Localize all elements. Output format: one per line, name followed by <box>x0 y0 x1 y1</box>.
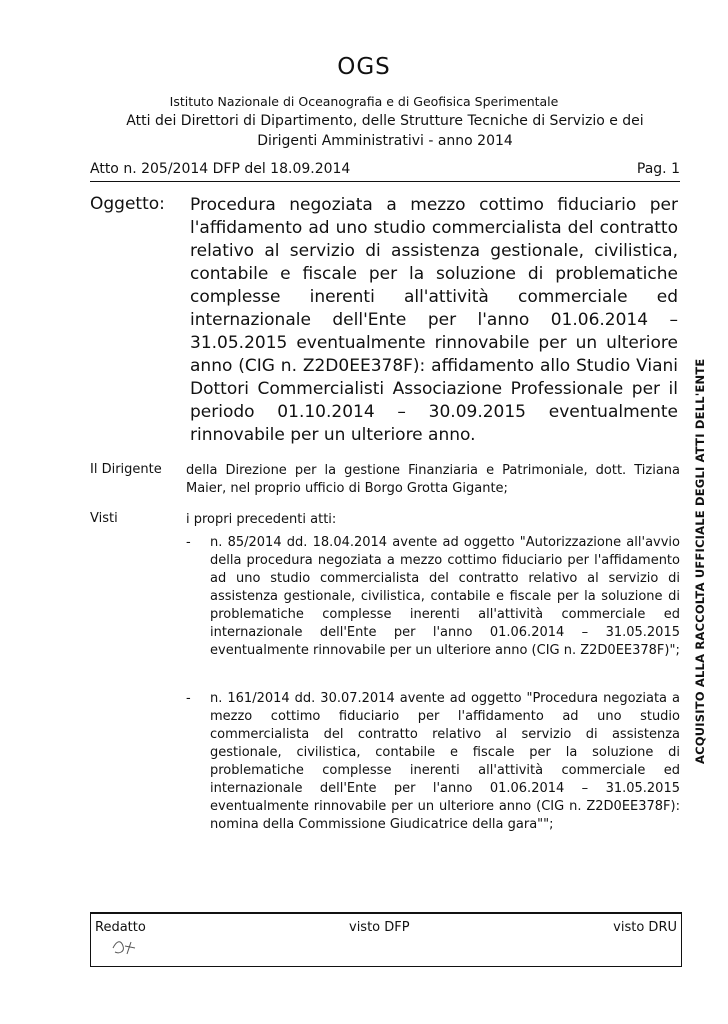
signature-icon <box>109 936 143 958</box>
atti-heading <box>90 111 680 151</box>
footer-box <box>90 912 682 967</box>
oggetto-label: Oggetto: <box>90 194 165 214</box>
footer-redatto: Redatto <box>95 920 146 935</box>
institute-name: Istituto Nazionale di Oceanografia e di Geofisica Sperimentale <box>169 94 559 109</box>
atti-heading-line2: Dirigenti Amministrativi - anno 2014 <box>257 133 513 149</box>
footer-visto-dfp: visto DFP <box>349 920 410 935</box>
atto-number: Atto n. 205/2014 DFP del 18.09.2014 <box>90 161 351 177</box>
list-dash: - <box>186 691 191 706</box>
list-item-text: n. 85/2014 dd. 18.04.2014 avente ad oggetto "Autorizzazione all'avvio della procedura negoziata a mezzo cottimo fiduciario per l'affidamento ad uno studio commercialista del contratto relativo al servizio di assistenza gestionale, civilistica, contabile e fiscale per la soluzione di problematiche complesse inerenti all'attività commerciale ed internazionale dell'Ente per l'anno 01.06.2014 – 31.05.2015 eventualmente rinnovabile per un ulteriore anno (CIG n. Z2D0EE378F)"; <box>210 535 680 658</box>
visti-intro: i propri precedenti atti: <box>186 512 337 527</box>
atto-bar <box>90 161 680 182</box>
dirigente-label: Il Dirigente <box>90 462 162 477</box>
list-item-text: n. 161/2014 dd. 30.07.2014 avente ad oggetto "Procedura negoziata a mezzo cottimo fiduciario per l'affidamento ad uno studio commercialista del contratto relativo al servizio di assistenza gestionale, civilistica, contabile e fiscale per la soluzione di problematiche complesse inerenti all'attività commerciale ed internazionale dell'Ente per l'anno 01.06.2014 – 31.05.2015 eventualmente rinnovabile per un ulteriore anno (CIG n. Z2D0EE378F): nomina della Commissione Giudicatrice della gara""; <box>210 691 680 832</box>
org-title: OGS <box>337 54 391 80</box>
dirigente-text: della Direzione per la gestione Finanziaria e Patrimoniale, dott. Tiziana Maier, nel proprio ufficio di Borgo Grotta Gigante; <box>186 463 680 496</box>
atti-heading-line1: Atti dei Direttori di Dipartimento, delle Strutture Tecniche di Servizio e dei <box>126 113 644 129</box>
page-number: Pag. 1 <box>636 161 680 177</box>
oggetto-text: Procedura negoziata a mezzo cottimo fiduciario per l'affidamento ad uno studio commercialista del contratto relativo al servizio di assistenza gestionale, civilistica, contabile e fiscale per la soluzione di problematiche complesse inerenti all'attività commerciale ed internazionale dell'Ente per l'anno 01.06.2014 – 31.05.2015 eventualmente rinnovabile per un ulteriore anno (CIG n. Z2D0EE378F): affidamento allo Studio Viani Dottori Commercialisti Associazione Professionale per il periodo 01.10.2014 – 30.09.2015 eventualmente rinnovabile per un ulteriore anno. <box>190 195 678 445</box>
list-dash: - <box>186 535 191 550</box>
footer-visto-dru: visto DRU <box>613 920 677 935</box>
visti-label: Visti <box>90 511 118 526</box>
side-stamp: ACQUISITO ALLA RACCOLTA UFFICIALE DEGLI ATTI DELL'ENTE <box>693 358 707 764</box>
